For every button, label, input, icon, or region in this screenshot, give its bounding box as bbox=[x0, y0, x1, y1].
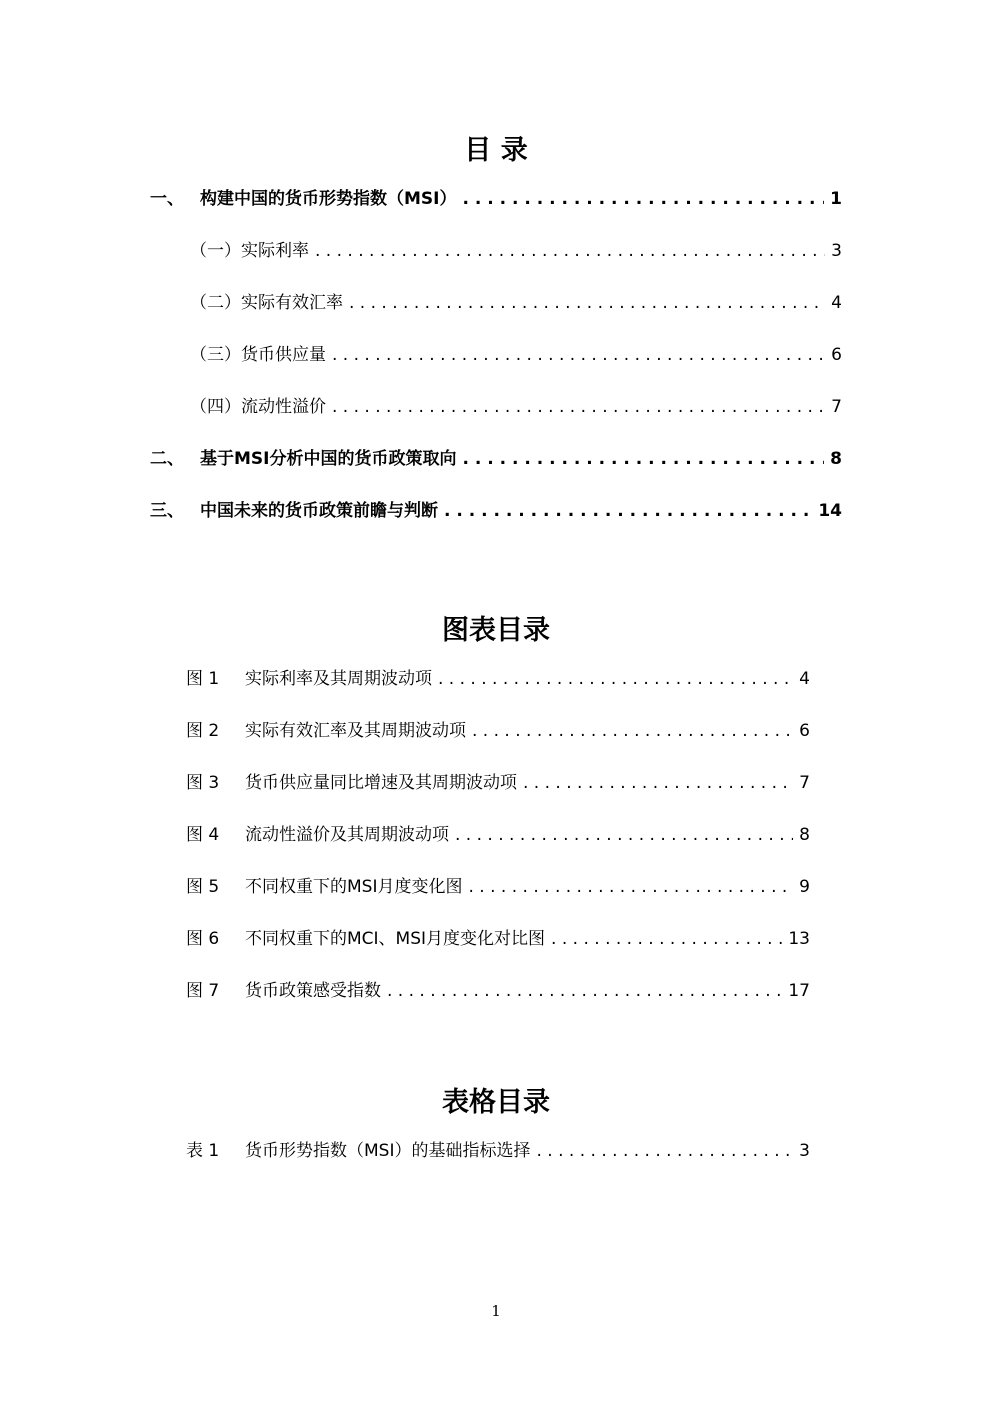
toc-entry-subsection-4[interactable] bbox=[190, 394, 842, 420]
figure-number: 图 3 bbox=[186, 773, 220, 793]
page-number: 8 bbox=[799, 825, 810, 845]
dot-leader bbox=[551, 926, 782, 952]
section-label: 构建中国的货币形势指数（MSI） bbox=[200, 189, 457, 209]
page-number: 6 bbox=[831, 345, 842, 365]
subsection-label: （二）实际有效汇率 bbox=[190, 293, 343, 313]
dot-leader bbox=[349, 290, 825, 316]
section-label: 基于MSI分析中国的货币政策取向 bbox=[200, 449, 457, 469]
page-number: 17 bbox=[788, 981, 810, 1001]
page-number: 14 bbox=[818, 501, 842, 521]
figure-entry-3[interactable] bbox=[186, 770, 810, 796]
toc-entry-section-1[interactable] bbox=[150, 186, 842, 212]
dot-leader bbox=[387, 978, 782, 1004]
figure-number: 图 6 bbox=[186, 929, 220, 949]
figure-number: 图 5 bbox=[186, 877, 220, 897]
dot-leader bbox=[536, 1138, 793, 1164]
subsection-label: （一）实际利率 bbox=[190, 241, 309, 261]
section-number: 三、 bbox=[150, 501, 184, 521]
dot-leader bbox=[455, 822, 793, 848]
figure-entry-5[interactable] bbox=[186, 874, 810, 900]
subsection-label: （四）流动性溢价 bbox=[190, 397, 326, 417]
tables-title: 表格目录 bbox=[442, 1087, 550, 1118]
figure-entry-4[interactable] bbox=[186, 822, 810, 848]
dot-leader bbox=[523, 770, 793, 796]
section-label: 中国未来的货币政策前瞻与判断 bbox=[200, 501, 438, 521]
figure-label: 实际利率及其周期波动项 bbox=[245, 669, 432, 689]
toc-entry-section-2[interactable] bbox=[150, 446, 842, 472]
page-number: 4 bbox=[799, 669, 810, 689]
dot-leader bbox=[444, 498, 812, 524]
footer-page-number: 1 bbox=[491, 1302, 501, 1320]
figure-number: 图 1 bbox=[186, 669, 220, 689]
page-number: 1 bbox=[830, 189, 842, 209]
figure-label: 货币政策感受指数 bbox=[245, 981, 381, 1001]
dot-leader bbox=[463, 186, 825, 212]
figure-label: 流动性溢价及其周期波动项 bbox=[245, 825, 449, 845]
figure-entry-7[interactable] bbox=[186, 978, 810, 1004]
dot-leader bbox=[472, 718, 793, 744]
page-number: 7 bbox=[799, 773, 810, 793]
page-number: 8 bbox=[830, 449, 842, 469]
dot-leader bbox=[332, 394, 825, 420]
figure-entry-2[interactable] bbox=[186, 718, 810, 744]
table-label: 货币形势指数（MSI）的基础指标选择 bbox=[245, 1141, 531, 1161]
figure-label: 不同权重下的MCI、MSI月度变化对比图 bbox=[245, 929, 546, 949]
figures-title: 图表目录 bbox=[442, 615, 550, 646]
figure-label: 货币供应量同比增速及其周期波动项 bbox=[245, 773, 517, 793]
subsection-label: （三）货币供应量 bbox=[190, 345, 326, 365]
section-number: 一、 bbox=[150, 189, 184, 209]
page-number: 13 bbox=[788, 929, 810, 949]
figure-number: 图 2 bbox=[186, 721, 220, 741]
table-entry-1[interactable] bbox=[186, 1138, 810, 1164]
toc-title: 目 录 bbox=[464, 135, 528, 166]
figure-label: 实际有效汇率及其周期波动项 bbox=[245, 721, 466, 741]
toc-entry-section-3[interactable] bbox=[150, 498, 842, 524]
dot-leader bbox=[463, 446, 825, 472]
dot-leader bbox=[332, 342, 825, 368]
toc-entry-subsection-1[interactable] bbox=[190, 238, 842, 264]
figure-entry-6[interactable] bbox=[186, 926, 810, 952]
page-number: 9 bbox=[799, 877, 810, 897]
page-number: 6 bbox=[799, 721, 810, 741]
page-number: 4 bbox=[831, 293, 842, 313]
figure-entry-1[interactable] bbox=[186, 666, 810, 692]
page-number: 7 bbox=[831, 397, 842, 417]
table-number: 表 1 bbox=[186, 1141, 220, 1161]
dot-leader bbox=[468, 874, 793, 900]
dot-leader bbox=[315, 238, 825, 264]
figure-number: 图 7 bbox=[186, 981, 220, 1001]
section-number: 二、 bbox=[150, 449, 184, 469]
figure-label: 不同权重下的MSI月度变化图 bbox=[245, 877, 463, 897]
dot-leader bbox=[438, 666, 793, 692]
page-number: 3 bbox=[831, 241, 842, 261]
toc-entry-subsection-3[interactable] bbox=[190, 342, 842, 368]
toc-entry-subsection-2[interactable] bbox=[190, 290, 842, 316]
page-number: 3 bbox=[799, 1141, 810, 1161]
figure-number: 图 4 bbox=[186, 825, 220, 845]
